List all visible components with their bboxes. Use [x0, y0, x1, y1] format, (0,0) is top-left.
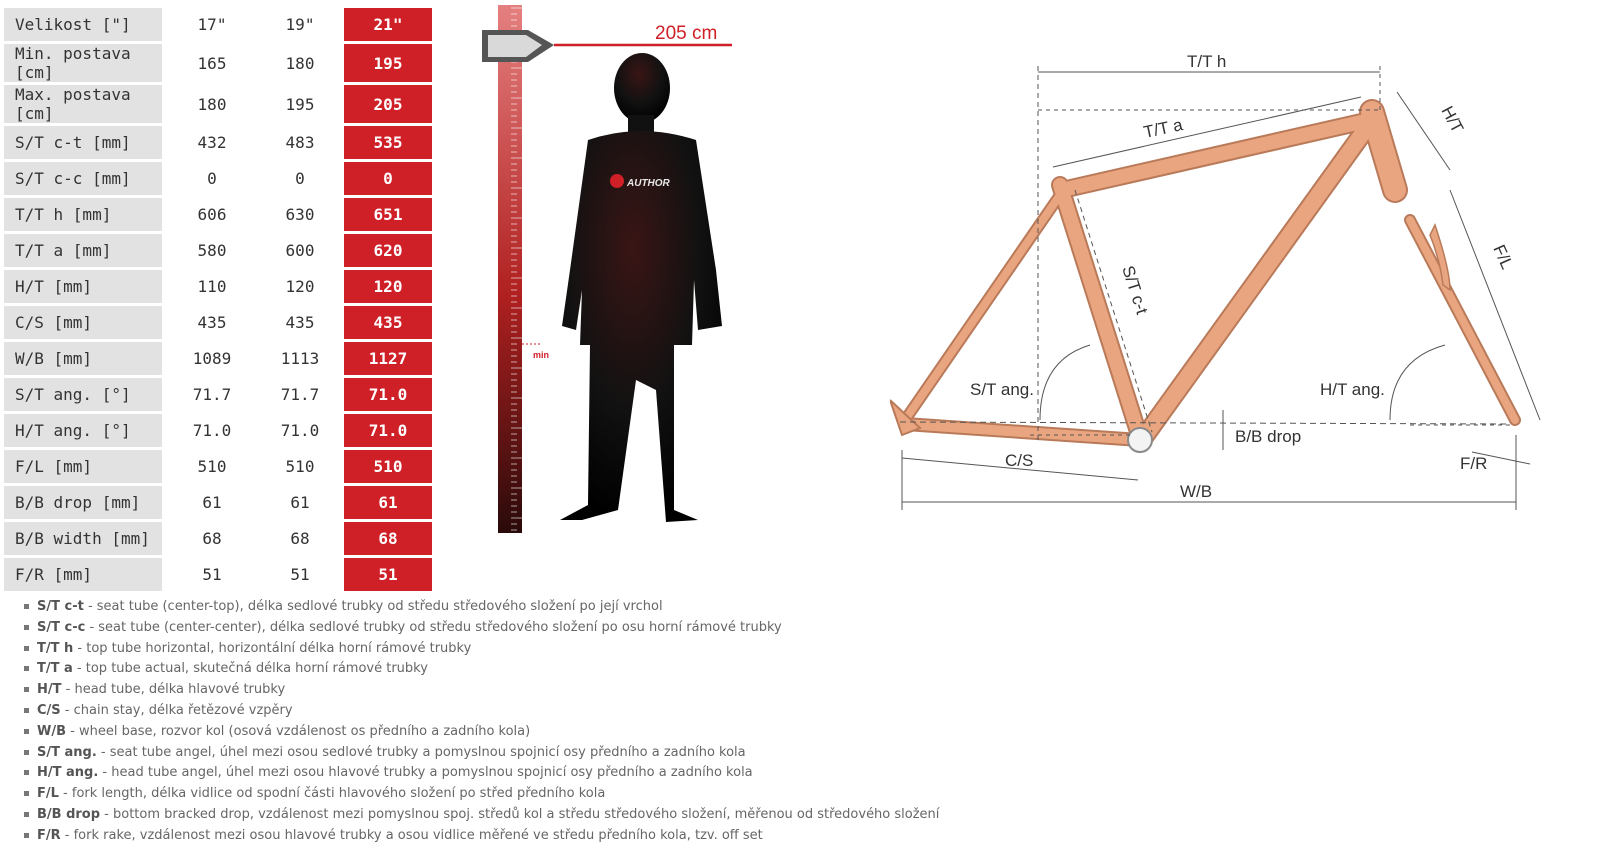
legend-description: - seat tube (center-center), délka sedlové trubky od středu středového složení po osu horní rámové trubky	[85, 619, 782, 635]
table-row	[4, 558, 432, 591]
legend-item	[24, 701, 939, 722]
highlighted-size-cell: 1127	[344, 342, 432, 375]
table-row	[4, 270, 432, 303]
highlighted-size-cell: 61	[344, 486, 432, 519]
table-cell: 0	[295, 169, 305, 188]
table-cell: 0	[207, 169, 217, 188]
legend-description: - wheel base, rozvor kol (osová vzdálenost os předního a zadního kola)	[66, 723, 531, 739]
label-fork-length: F/L	[1489, 241, 1517, 273]
legend-term: F/R	[37, 827, 61, 843]
bullet-icon	[24, 646, 29, 651]
highlighted-size-cell: 120	[344, 270, 432, 303]
table-cell: 180	[285, 53, 315, 73]
label-top-tube-actual: T/T a	[1141, 115, 1185, 142]
table-row	[4, 162, 432, 195]
row-label: F/R [mm]	[4, 558, 162, 591]
row-label: Velikost ["]	[4, 8, 162, 41]
row-label: Max. postava [cm]	[4, 85, 162, 123]
highlighted-size-cell: 510	[344, 450, 432, 483]
row-label: S/T c-c [mm]	[4, 162, 162, 195]
table-cell: 432	[197, 133, 227, 152]
table-cell: 68	[202, 529, 222, 548]
table-cell: 435	[285, 313, 315, 332]
legend-item	[24, 763, 939, 784]
table-cell: 110	[197, 277, 227, 296]
table-cell: 195	[285, 94, 315, 114]
legend-item	[24, 680, 939, 701]
person-silhouette-icon	[560, 53, 722, 522]
bullet-icon	[24, 604, 29, 609]
legend-term: S/T c-c	[37, 619, 86, 635]
height-label: 205 cm	[655, 23, 718, 44]
table-row	[4, 198, 432, 231]
row-label: H/T ang. [°]	[4, 414, 162, 447]
table-cell: 1113	[280, 349, 320, 368]
legend-term: B/B drop	[37, 806, 101, 822]
row-label: S/T c-t [mm]	[4, 126, 162, 159]
height-ruler	[498, 5, 522, 533]
highlighted-size-cell: 71.0	[344, 414, 432, 447]
row-label: C/S [mm]	[4, 306, 162, 339]
highlighted-size-cell: 205	[344, 85, 432, 123]
row-label: H/T [mm]	[4, 270, 162, 303]
bullet-icon	[24, 770, 29, 775]
row-label: W/B [mm]	[4, 342, 162, 375]
bullet-icon	[24, 708, 29, 713]
legend-item	[24, 618, 939, 639]
highlighted-size-cell: 71.0	[344, 378, 432, 411]
legend-description: - fork rake, vzdálenost mezi osou hlavové trubky a osou vidlice měřené ve středu předního kola, tzv. off set	[60, 827, 763, 843]
table-row	[4, 234, 432, 267]
table-row	[4, 378, 432, 411]
highlighted-size-cell: 68	[344, 522, 432, 555]
bullet-icon	[24, 666, 29, 671]
highlighted-size-cell: 435	[344, 306, 432, 339]
table-cell: 483	[285, 133, 315, 152]
table-row	[4, 44, 432, 82]
legend-item	[24, 743, 939, 764]
legend-term: C/S	[37, 702, 61, 718]
legend-description: - seat tube angel, úhel mezi osou sedlové trubky a pomyslnou spojnicí osy předního a zadního kola	[96, 744, 746, 760]
table-cell: 435	[197, 313, 227, 332]
label-head-tube: H/T	[1437, 102, 1468, 137]
table-cell: 580	[197, 241, 227, 260]
table-cell: 606	[197, 205, 227, 224]
table-row	[4, 126, 432, 159]
table-cell: 510	[285, 457, 315, 476]
highlighted-size-cell: 51	[344, 558, 432, 591]
table-cell: 1089	[192, 349, 232, 368]
legend-term: H/T	[37, 682, 62, 698]
bullet-icon	[24, 625, 29, 630]
legend-description: - top tube actual, skutečná délka horní rámové trubky	[72, 661, 428, 677]
table-row	[4, 522, 432, 555]
bullet-icon	[24, 833, 29, 838]
table-cell: 71.0	[280, 421, 320, 440]
legend-term: S/T ang.	[37, 744, 97, 760]
table-cell: 68	[290, 529, 310, 548]
table-row	[4, 486, 432, 519]
table-row	[4, 342, 432, 375]
table-cell: 61	[202, 493, 222, 512]
legend-item	[24, 722, 939, 743]
label-top-tube-horizontal: T/T h	[1187, 52, 1227, 71]
bullet-icon	[24, 791, 29, 796]
legend-term: H/T ang.	[37, 765, 99, 781]
seat-tube	[1060, 185, 1140, 438]
bullet-icon	[24, 729, 29, 734]
table-cell: 600	[285, 241, 315, 260]
table-cell: 180	[197, 94, 227, 114]
row-label: T/T a [mm]	[4, 234, 162, 267]
legend-item	[24, 805, 939, 826]
brand-logo-text: AUTHOR	[627, 178, 670, 189]
table-header-row	[4, 8, 432, 41]
legend-item	[24, 784, 939, 805]
abbreviation-legend	[24, 597, 939, 847]
legend-item	[24, 597, 939, 618]
row-label: Min. postava [cm]	[4, 44, 162, 82]
row-label: F/L [mm]	[4, 450, 162, 483]
legend-item	[24, 639, 939, 660]
table-cell: 61	[290, 493, 310, 512]
label-wheel-base: W/B	[1180, 482, 1213, 501]
table-cell: 510	[197, 457, 227, 476]
table-cell: 165	[197, 53, 227, 73]
legend-description: - fork length, délka vidlice od spodní části hlavového složení po střed předního kola	[58, 786, 606, 802]
highlighted-size-cell: 651	[344, 198, 432, 231]
highlighted-size-cell: 195	[344, 44, 432, 82]
highlighted-size-cell: 0	[344, 162, 432, 195]
label-fork-rake: F/R	[1460, 454, 1488, 473]
table-cell: 630	[285, 205, 315, 224]
bullet-icon	[24, 687, 29, 692]
highlighted-size-cell: 535	[344, 126, 432, 159]
table-row	[4, 85, 432, 123]
bike-frame	[890, 112, 1515, 452]
frame-geometry-diagram	[890, 40, 1570, 520]
table-cell: 120	[285, 277, 315, 296]
legend-term: T/T a	[37, 661, 73, 677]
legend-item	[24, 659, 939, 680]
legend-term: F/L	[37, 786, 59, 802]
head-tube	[1372, 112, 1395, 190]
row-label: S/T ang. [°]	[4, 378, 162, 411]
row-label: B/B width [mm]	[4, 522, 162, 555]
rider-height-figure	[470, 0, 770, 545]
bullet-icon	[24, 812, 29, 817]
table-cell: 71.7	[280, 385, 320, 404]
bullet-icon	[24, 750, 29, 755]
label-head-tube-angle: H/T ang.	[1320, 380, 1385, 399]
table-cell: 71.7	[192, 385, 232, 404]
legend-term: T/T h	[37, 640, 74, 656]
table-cell: 51	[290, 565, 310, 584]
legend-item	[24, 826, 939, 847]
table-cell: 19"	[285, 15, 315, 34]
geometry-table	[4, 5, 432, 594]
row-label: B/B drop [mm]	[4, 486, 162, 519]
label-bb-drop: B/B drop	[1235, 427, 1302, 446]
table-row	[4, 414, 432, 447]
bottom-bracket	[1128, 428, 1152, 452]
label-seat-tube-ct: S/T c-t	[1118, 263, 1152, 317]
highlighted-size-cell: 620	[344, 234, 432, 267]
legend-description: - seat tube (center-top), délka sedlové trubky od středu středového složení po její vrchol	[83, 599, 663, 614]
label-seat-tube-angle: S/T ang.	[970, 380, 1034, 399]
table-row	[4, 306, 432, 339]
legend-description: - head tube angel, úhel mezi osou hlavové trubky a pomyslnou spojnicí osy předního a zadního kola	[98, 765, 753, 781]
legend-description: - bottom bracked drop, vzdálenost mezi pomyslnou spoj. středů kol a středu středového složení, měřenou od středového složení	[100, 806, 940, 822]
legend-description: - top tube horizontal, horizontální délka horní rámové trubky	[73, 640, 472, 656]
highlighted-size-cell: 21"	[344, 8, 432, 41]
table-row	[4, 450, 432, 483]
table-cell: 51	[202, 565, 222, 584]
table-cell: 71.0	[192, 421, 232, 440]
legend-description: - head tube, délka hlavové trubky	[61, 682, 286, 698]
row-label: T/T h [mm]	[4, 198, 162, 231]
legend-term: W/B	[37, 723, 66, 739]
table-cell: 17"	[197, 15, 227, 34]
min-marker-label: min	[533, 350, 550, 360]
legend-term: S/T c-t	[37, 599, 84, 614]
label-chain-stay: C/S	[1005, 451, 1034, 470]
legend-description: - chain stay, délka řetězové vzpěry	[60, 702, 293, 718]
